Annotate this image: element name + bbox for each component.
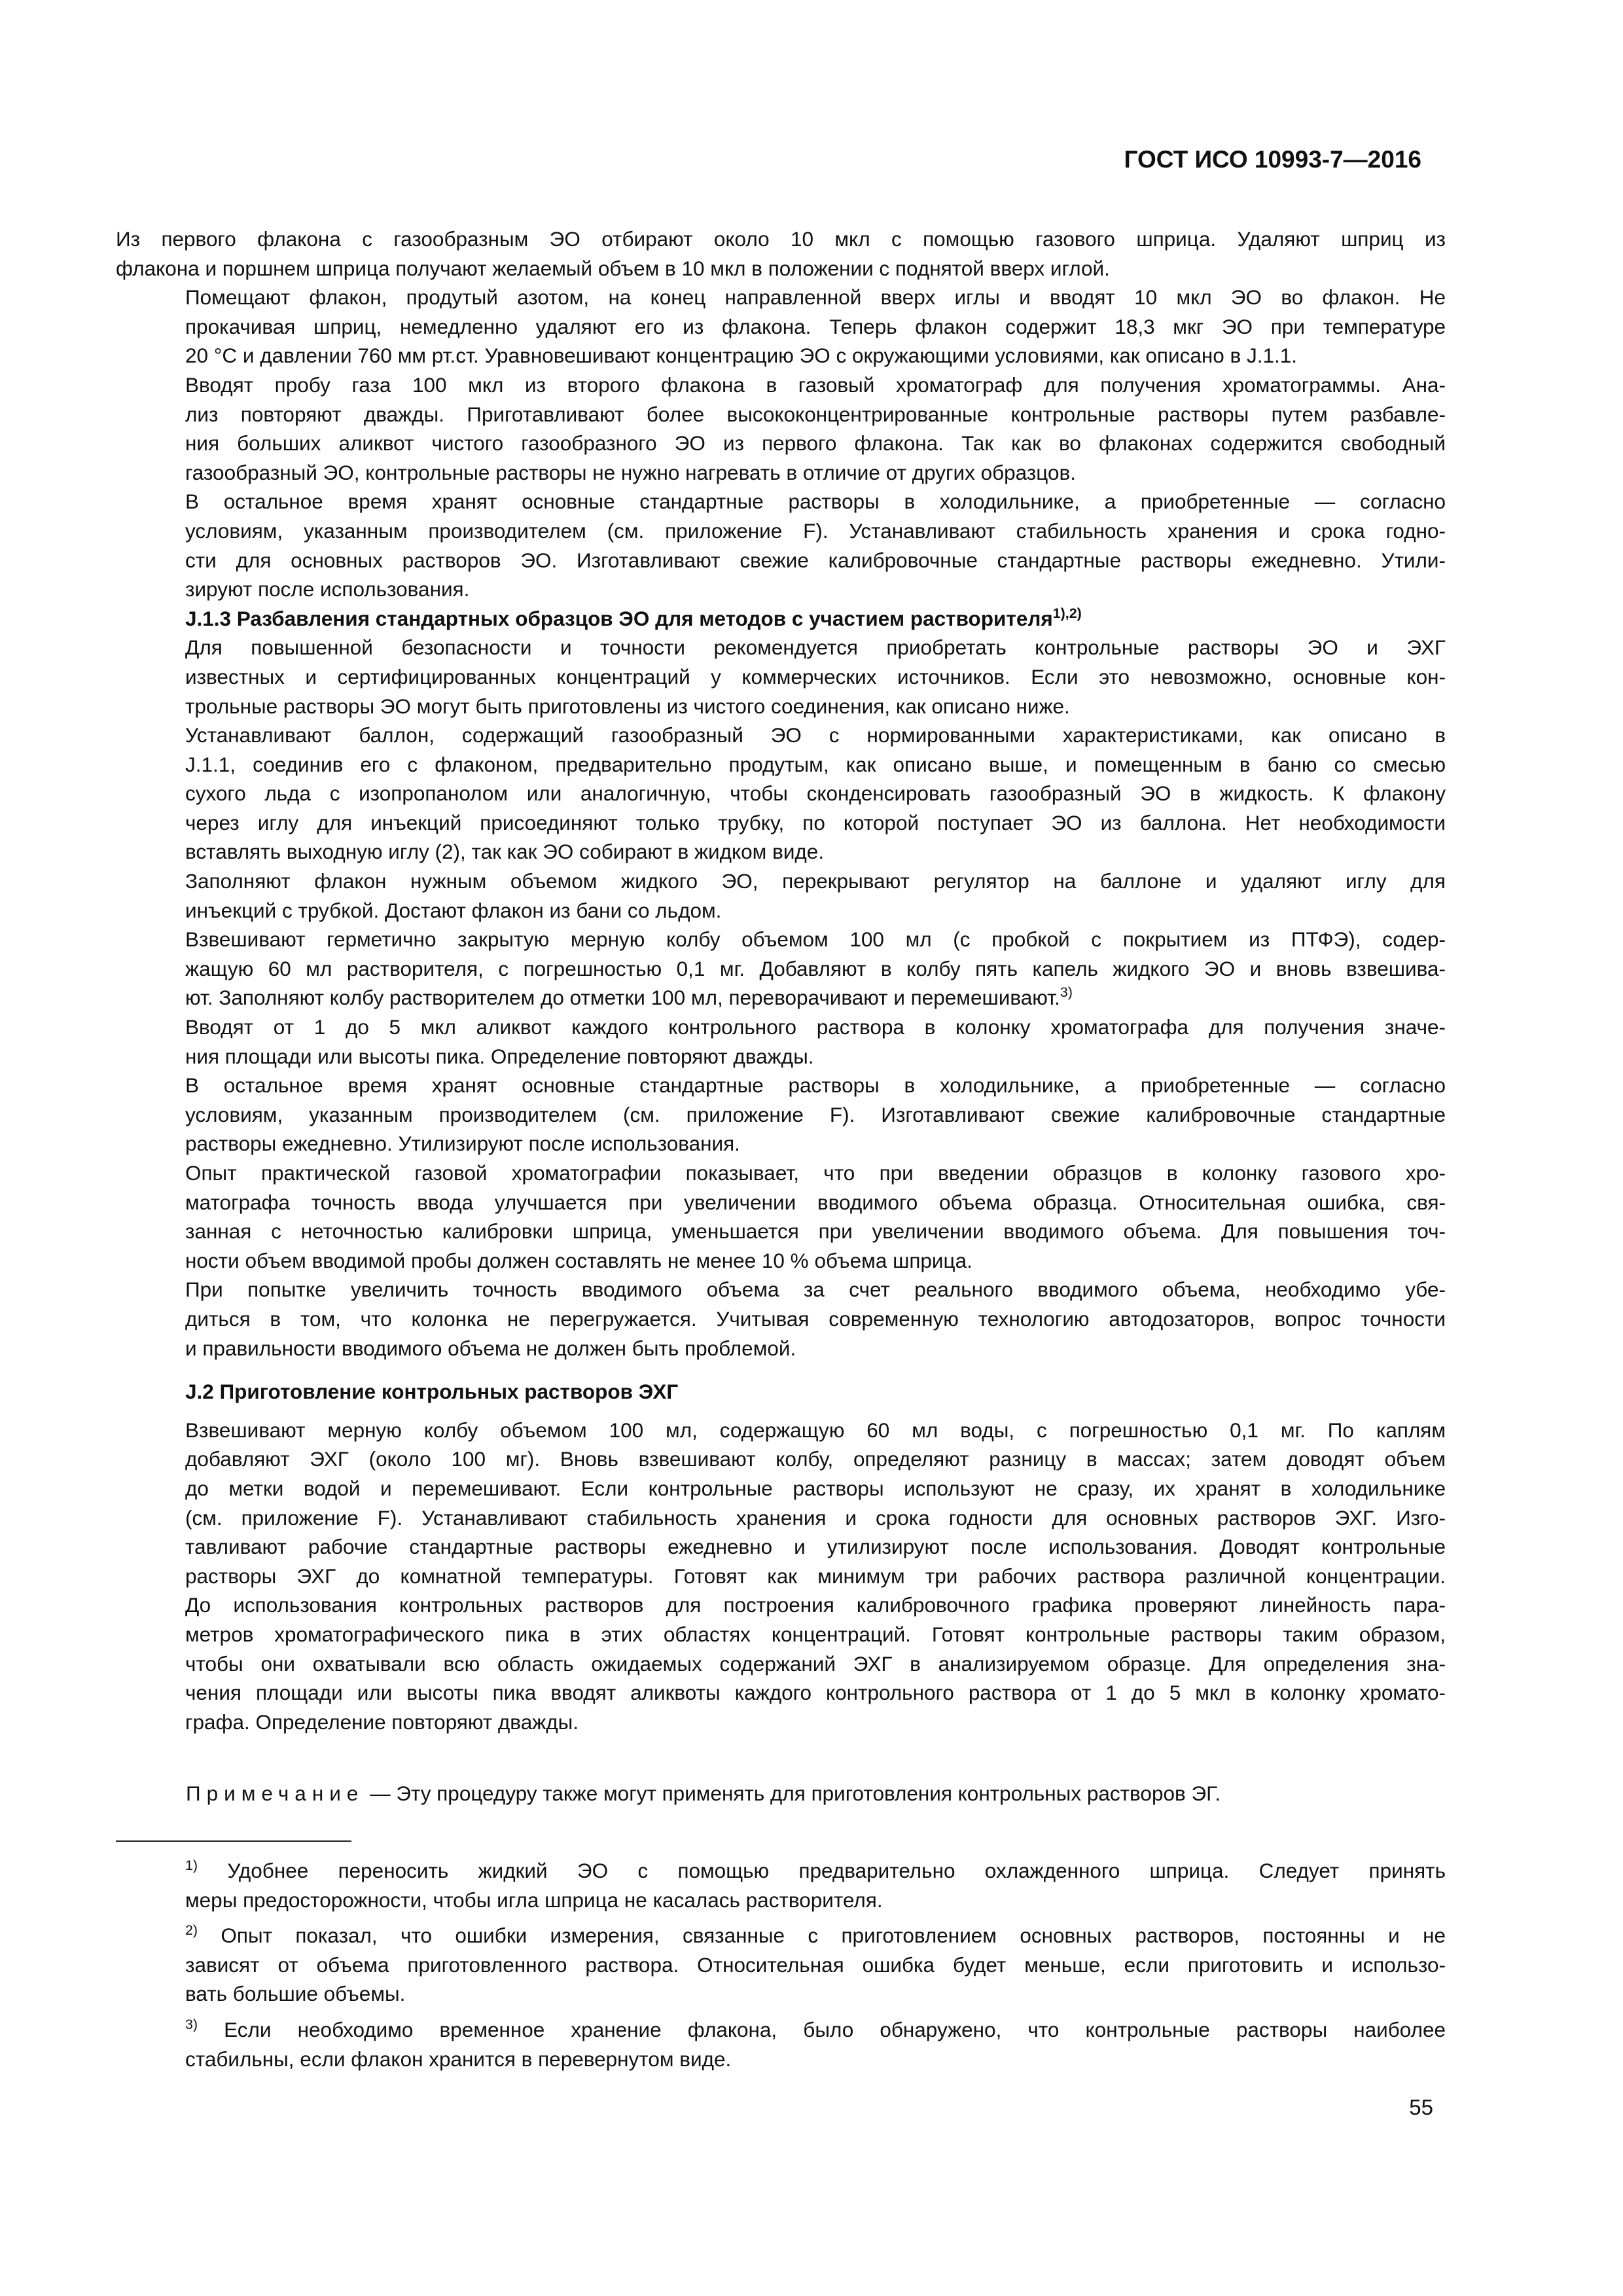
section-heading — [116, 604, 1446, 634]
text-line: Заполняют флакон нужным объемом жидкого ЭО, перекрывают регулятор на баллоне и удаляют иглу для — [185, 869, 1446, 893]
text-line: Взвешивают герметично закрытую мерную колбу объемом 100 мл (с пробкой с покрытием из ПТФЭ), содер- — [185, 927, 1446, 952]
paragraph — [116, 721, 1446, 867]
text-line: метров хроматографического пика в этих областях концентраций. Готовят контрольные растворы таким образом, — [185, 1622, 1446, 1646]
text-line: (см. приложение F). Устанавливают стабильность хранения и срока годности для основных растворов ЭХГ. Изго- — [185, 1505, 1446, 1530]
note — [186, 1779, 1446, 1808]
text-line: графа. Определение повторяют дважды. — [185, 1710, 579, 1734]
text-line: меры предосторожности, чтобы игла шприца не касалась растворителя. — [185, 1888, 883, 1912]
paragraph — [116, 1013, 1446, 1071]
text-line: известных и сертифицированных концентраций у коммерческих источников. Если это невозможно, основные кон- — [185, 664, 1446, 689]
text-line-content: Опыт показал, что ошибки измерения, связанные с приготовлением основных растворов, постоянны и не — [198, 1924, 1446, 1948]
text-line: чтобы они охватывали всю область ожидаемых содержаний ЭХГ в анализируемом образце. Для определения зна- — [185, 1651, 1446, 1676]
text-line: и правильности вводимого объема не должен быть проблемой. — [185, 1336, 796, 1360]
document-header: ГОСТ ИСО 10993-7—2016 — [1124, 146, 1421, 173]
text-line: 20 °С и давлении 760 мм рт.ст. Уравновешивают концентрацию ЭО с окружающими условиями, как описано в J.1.1. — [185, 344, 1298, 368]
text-line: занная с неточностью калибровки шприца, уменьшается при увеличении вводимого объема. Для повышения точ- — [185, 1219, 1446, 1244]
text-line-content: ют. Заполняют колбу растворителем до отметки 100 мл, переворачивают и перемешивают. — [185, 986, 1060, 1010]
note-label: Примечание — [186, 1782, 365, 1805]
paragraph — [116, 1071, 1446, 1158]
paragraph — [116, 1416, 1446, 1737]
text-line: Взвешивают мерную колбу объемом 100 мл, содержащую 60 мл воды, с погрешностью 0,1 мг. По каплям — [185, 1418, 1446, 1442]
text-line: флакона и поршнем шприца получают желаемый объем в 10 мкл в положении с поднятой вверх иглой. — [116, 256, 1110, 280]
text-line: жащую 60 мл растворителя, с погрешностью 0,1 мг. Добавляют в колбу пять капель жидкого ЭО и вновь взвешива- — [185, 956, 1446, 980]
text-line: Вводят пробу газа 100 мкл из второго флакона в газовый хроматограф для получения хроматограммы. Ана- — [185, 372, 1446, 397]
text-line: В остальное время хранят основные стандартные растворы в холодильнике, а приобретенные — согласно — [185, 490, 1446, 514]
text-line: Опыт практической газовой хроматографии показывает, что при введении образцов в колонку газового хро- — [185, 1161, 1446, 1185]
text-line: В остальное время хранят основные стандартные растворы в холодильнике, а приобретенные — согласно — [185, 1073, 1446, 1098]
page-number: 55 — [1409, 2095, 1433, 2119]
text-line: ния больших аликвот чистого газообразного ЭО из первого флакона. Так как во флаконах содержится свободный — [185, 431, 1446, 456]
text-line-content: Удобнее переносить жидкий ЭО с помощью предварительно охлажденного шприца. Следует принять — [198, 1859, 1446, 1882]
footnote-ref: 3) — [1060, 984, 1073, 1001]
paragraph — [116, 867, 1446, 925]
text-line: Помещают флакон, продутый азотом, на конец направленной вверх иглы и вводят 10 мкл ЭО во флакон. Не — [185, 285, 1446, 310]
text-line: Для повышенной безопасности и точности рекомендуется приобретать контрольные растворы ЭО и ЭХГ — [185, 636, 1446, 660]
text-line: зируют после использования. — [185, 577, 470, 601]
section-heading — [116, 1377, 1446, 1407]
text-line: инъекций с трубкой. Достают флакон из бани со льдом. — [185, 898, 722, 922]
paragraph — [116, 1275, 1446, 1363]
text-line: прокачивая шприц, немедленно удаляют его из флакона. Теперь флакон содержит 18,3 мкг ЭО при температуре — [185, 314, 1446, 338]
text-line: ния площади или высоты пика. Определение повторяют дважды. — [185, 1044, 814, 1068]
paragraph — [116, 224, 1446, 283]
text-line — [116, 2015, 1446, 2045]
text-line: диться в том, что колонка не перегружается. Учитывая современную технологию автодозаторов, вопрос точности — [185, 1306, 1446, 1331]
footnotes — [116, 1856, 1446, 2080]
text-line: до метки водой и перемешивают. Если контрольные растворы используют не сразу, их хранят в холодильнике — [185, 1476, 1446, 1500]
text-line: тавливают рабочие стандартные растворы ежедневно и утилизируют после использования. Доводят контрольные — [185, 1535, 1446, 1559]
paragraph — [116, 633, 1446, 721]
text-line: газообразный ЭО, контрольные растворы не нужно нагревать в отличие от других образцов. — [185, 460, 1076, 484]
paragraph — [116, 1158, 1446, 1275]
text-line: добавляют ЭХГ (около 100 мг). Вновь взвешивают колбу, определяют разницу в массах; затем доводят объем — [185, 1447, 1446, 1471]
text-line: Устанавливают баллон, содержащий газообразный ЭО с нормированными характеристиками, как описано в — [185, 723, 1446, 747]
footnote-mark: 2) — [185, 1922, 198, 1939]
text-line: лиз повторяют дважды. Приготавливают более высококонцентрированные контрольные растворы путем разбавле- — [185, 402, 1446, 426]
footnote — [116, 1921, 1446, 2009]
footnote-divider — [116, 1840, 351, 1842]
text-line — [116, 1921, 1446, 1950]
footnote — [116, 2015, 1446, 2073]
text-line: При попытке увеличить точность вводимого объема за счет реального вводимого объема, необходимо убе- — [185, 1278, 1446, 1302]
text-line — [116, 1856, 1446, 1886]
paragraph — [116, 283, 1446, 370]
paragraph — [116, 370, 1446, 487]
text-line: растворы ЭХГ до комнатной температуры. Готовят как минимум три рабочих раствора различной концентрации. — [185, 1564, 1446, 1588]
footnote — [116, 1856, 1446, 1914]
footnote-ref: 1),2) — [1052, 605, 1082, 621]
footnote-mark: 1) — [185, 1857, 198, 1874]
text-line: стабильны, если флакон хранится в перевернутом виде. — [185, 2047, 732, 2071]
text-line: До использования контрольных растворов для построения калибровочного графика проверяют линейность пара- — [185, 1593, 1446, 1617]
text-line: зависят от объема приготовленного раствора. Относительная ошибка будет меньше, если приготовить и использо- — [185, 1952, 1446, 1977]
footnote-mark: 3) — [185, 2017, 198, 2033]
text-line: сти для основных растворов ЭО. Изготавливают свежие калибровочные стандартные растворы ежедневно. Утили- — [185, 548, 1446, 572]
paragraph — [116, 925, 1446, 1013]
text-line: матографа точность ввода улучшается при увеличении вводимого объема образца. Относительная ошибка, свя- — [185, 1190, 1446, 1214]
section-heading-text: J.1.3 Разбавления стандартных образцов ЭО для методов с участием растворителя — [185, 606, 1053, 630]
text-line: условиям, указанным производителем (см. приложение F). Изготавливают свежие калибровочные стандартные — [185, 1102, 1446, 1126]
text-line: чения площади или высоты пика вводят аликвоты каждого контрольного раствора от 1 до 5 мкл в колонку хромато- — [185, 1681, 1446, 1705]
text-line: вставлять выходную иглу (2), так как ЭО собирают в жидком виде. — [185, 840, 825, 864]
text-line: через иглу для инъекций присоединяют только трубку, по которой поступает ЭО из баллона. Нет необходимости — [185, 810, 1446, 834]
note-text: — Эту процедуру также могут применять для приготовления контрольных растворов ЭГ. — [364, 1782, 1221, 1805]
text-line: ности объем вводимой пробы должен составлять не менее 10 % объема шприца. — [185, 1248, 972, 1272]
text-line: растворы ежедневно. Утилизируют после использования. — [185, 1132, 740, 1156]
body-text — [116, 224, 1446, 1736]
text-line: трольные растворы ЭО могут быть приготовлены из чистого соединения, как описано ниже. — [185, 694, 1070, 718]
text-line-content: Если необходимо временное хранение флакона, было обнаружено, что контрольные растворы наиболее — [198, 2017, 1446, 2041]
paragraph — [116, 487, 1446, 603]
text-line: Вводят от 1 до 5 мкл аликвот каждого контрольного раствора в колонку хроматографа для получения значе- — [185, 1015, 1446, 1039]
text-line: вать большие объемы. — [185, 1982, 406, 2006]
text-line — [116, 983, 1446, 1013]
text-line: условиям, указанным производителем (см. приложение F). Устанавливают стабильность хранения и срока годно- — [185, 518, 1446, 543]
text-line: Из первого флакона с газообразным ЭО отбирают около 10 мкл с помощью газового шприца. Удаляют шприц из — [116, 227, 1446, 251]
section-heading-text: J.2 Приготовление контрольных растворов ЭХГ — [185, 1380, 679, 1404]
text-line: J.1.1, соединив его с флаконом, предварительно продутым, как описано выше, и помещенным в баню со смесью — [185, 752, 1446, 776]
text-line: сухого льда с изопропанолом или аналогичную, чтобы сконденсировать газообразный ЭО в жидкость. К флакону — [185, 781, 1446, 806]
